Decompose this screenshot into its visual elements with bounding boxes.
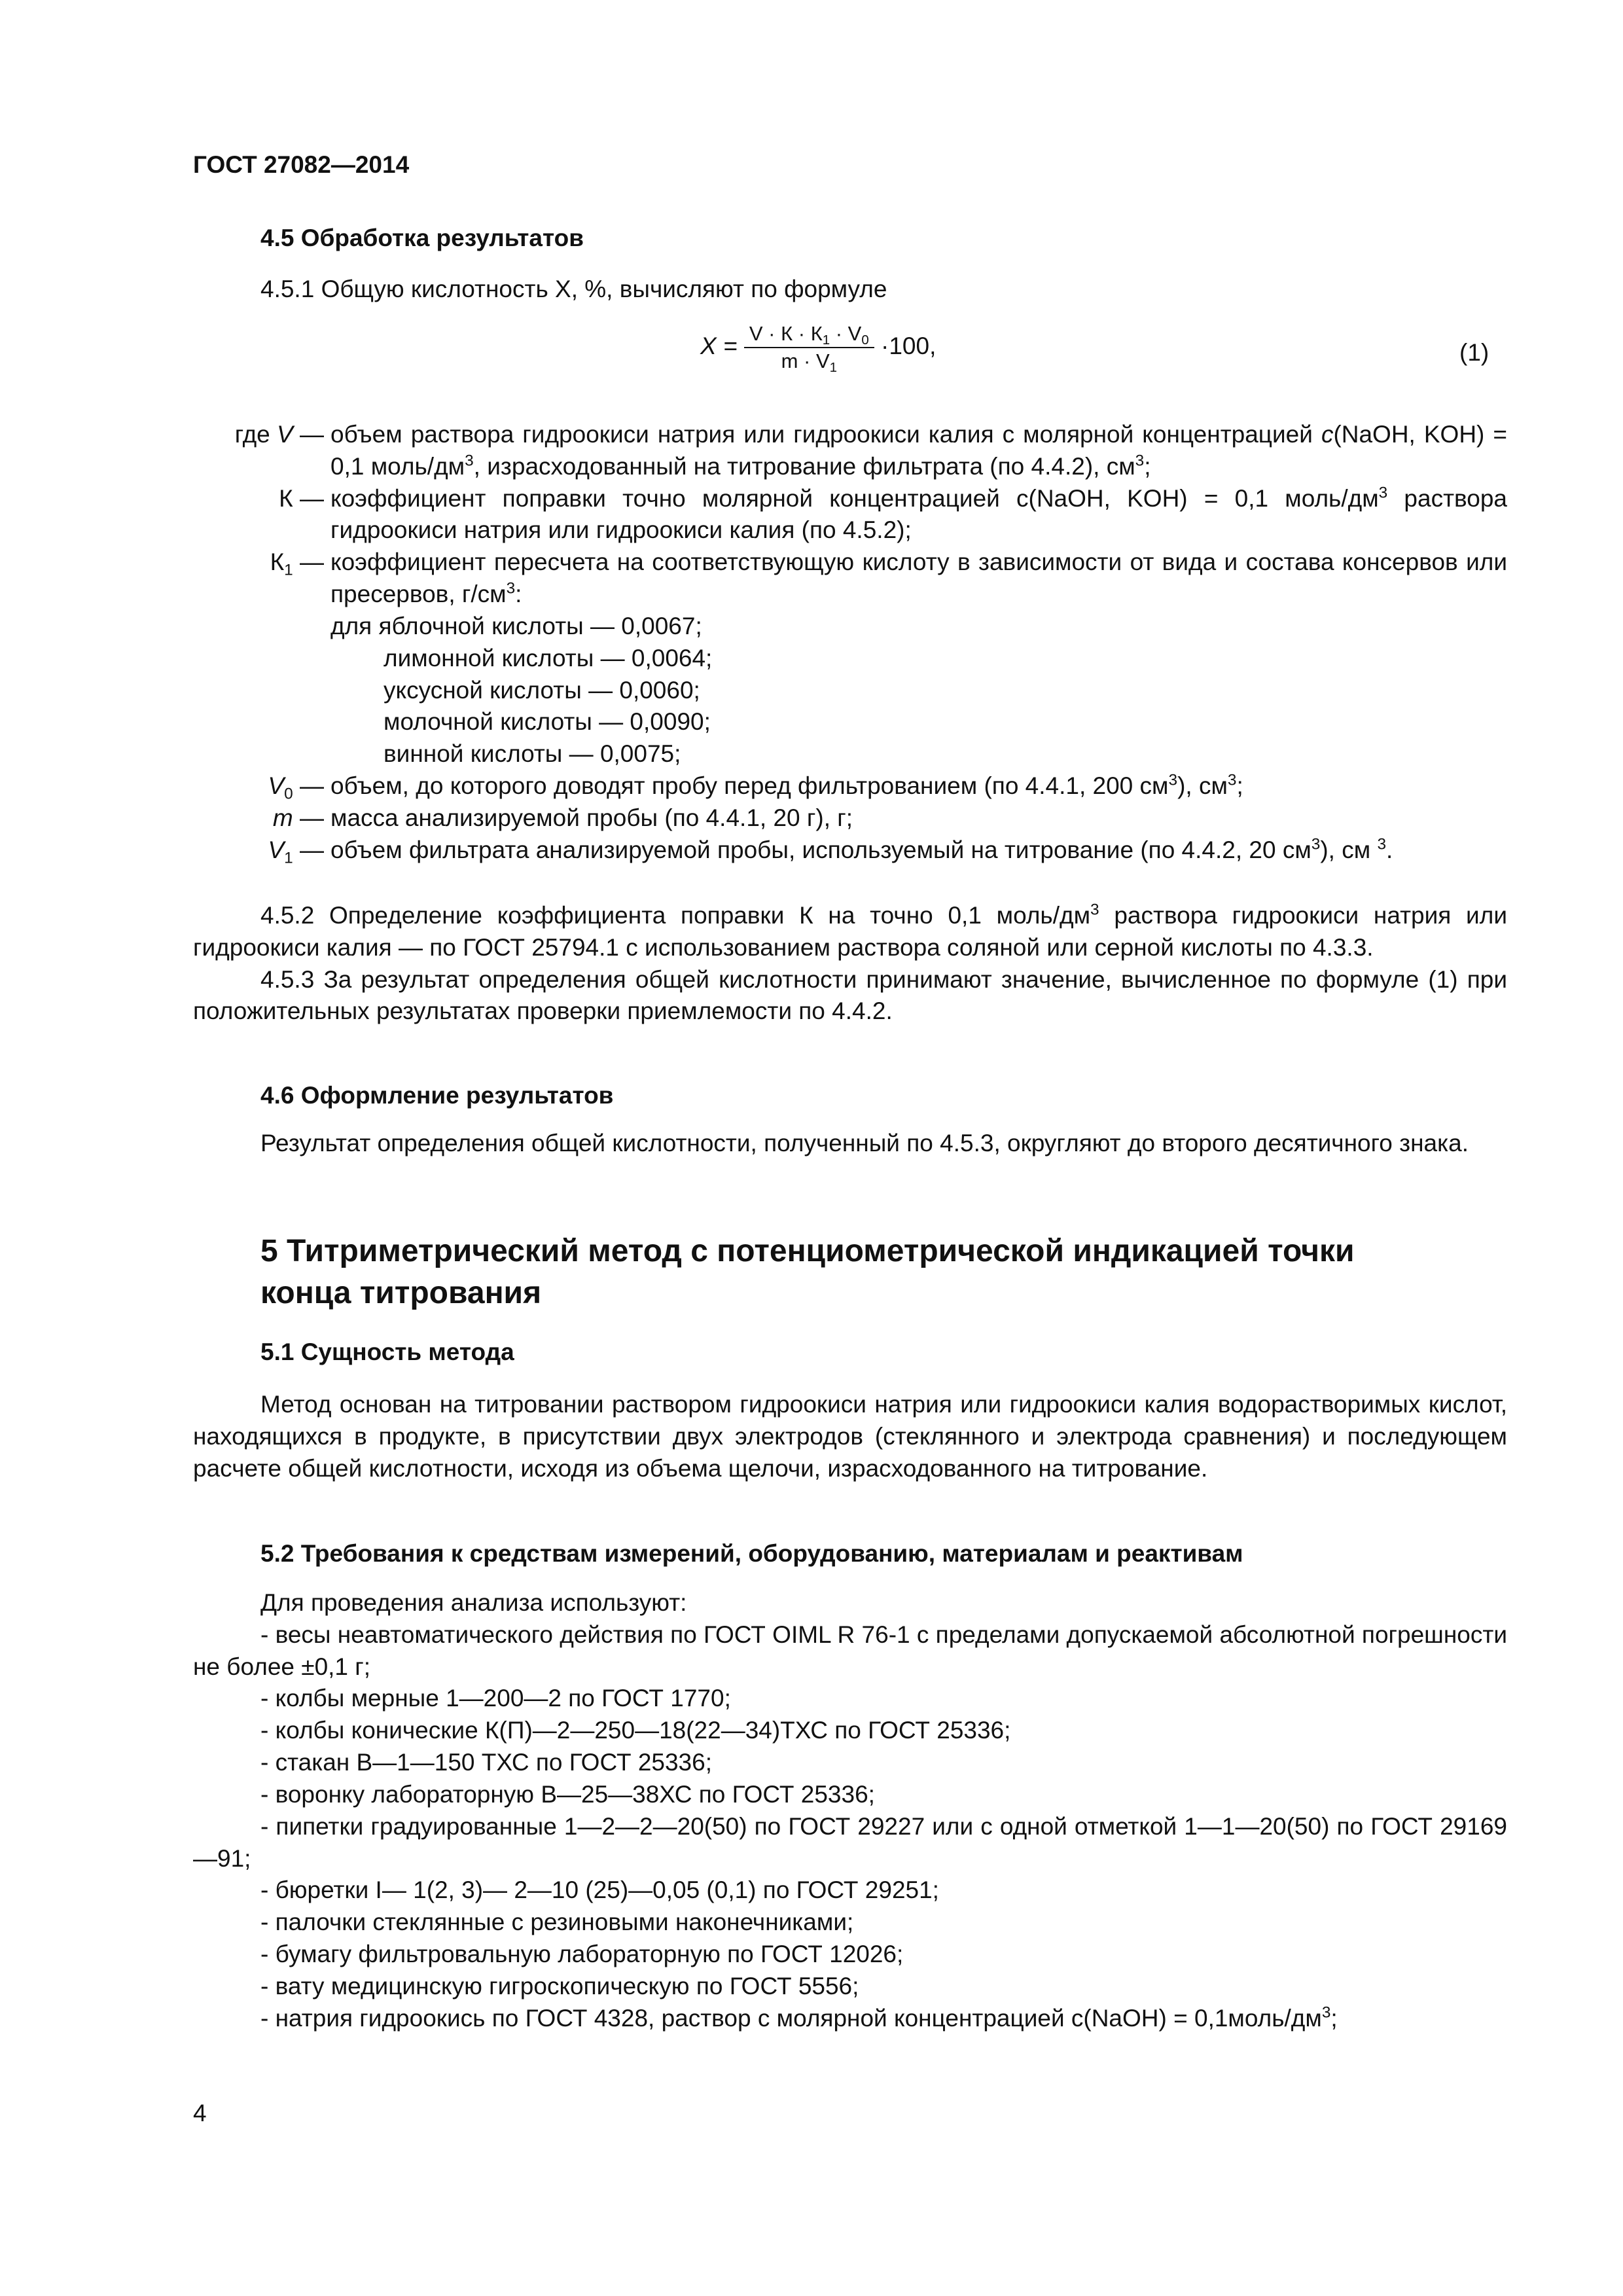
formula-denominator: $m \cdot V_1$ bbox=[781, 350, 838, 376]
paragraph-5-1: Метод основан на титровании раствором гидроокиси натрия или гидроокиси калия водорастворимых кислот, находящихся в продукте, в присутствии двух электродов (стеклянного и электрода сравнения) и последующем расчете общей кислотности, исходя из объема щелочи, израсходованного на титрование. bbox=[193, 1391, 1507, 1482]
section-4-5-heading: 4.5 Обработка результатов bbox=[260, 224, 584, 251]
formula-1 bbox=[700, 321, 936, 375]
paragraph-4-6: Результат определения общей кислотности, полученный по 4.5.3, округляют до второго десятичного знака. bbox=[260, 1130, 1469, 1157]
acid-item: винной кислоты — 0,0075; bbox=[383, 740, 681, 768]
definition-V0: $V_0$ — объем, до которого доводят пробу перед фильтрованием (по 4.4.1, 200 $см^3$), $см^3$; bbox=[268, 771, 1243, 803]
paragraph-4-5-3: 4.5.3 За результат определения общей кислотности принимают значение, вычисленное по формуле (1) при положительных результатах проверки приемлемости по 4.4.2. bbox=[193, 965, 1507, 1025]
symbol-m: m bbox=[272, 804, 293, 831]
equipment-list bbox=[193, 1587, 1507, 2035]
acids-list bbox=[193, 611, 1507, 770]
section-5-heading: 5 Титриметрический метод с потенциометрической индикацией точки конца титрования bbox=[260, 1234, 1355, 1310]
formula-fraction bbox=[744, 321, 874, 375]
acid-item: молочной кислоты — 0,0090; bbox=[383, 708, 711, 736]
list-item: - бумагу фильтровальную лабораторную по ГОСТ 12026; bbox=[260, 1941, 904, 1968]
page-number: 4 bbox=[193, 2100, 207, 2126]
section-4-6-heading: 4.6 Оформление результатов bbox=[260, 1082, 614, 1109]
symbol-V: V bbox=[277, 421, 293, 448]
list-item: - весы неавтоматического действия по ГОСТ OIML R 76-1 с пределами допускаемой абсолютной погрешности не более ±0,1 г; bbox=[193, 1621, 1507, 1680]
formula-numerator: $V \cdot К \cdot К_1 \cdot V_0$ bbox=[744, 321, 874, 348]
where-word: где bbox=[234, 421, 270, 448]
acid-item: уксусной кислоты — 0,0060; bbox=[383, 676, 700, 704]
list-intro: Для проведения анализа используют: bbox=[260, 1589, 687, 1616]
list-item: - пипетки градуированные 1—2—2—20(50) по ГОСТ 29227 или с одной отметкой 1—1—20(50) по ГОСТ 29169—91; bbox=[193, 1812, 1507, 1872]
definition-V: где V — объем раствора гидроокиси натрия или гидроокиси калия с молярной концентрацией c(NaOH, KOH) = 0,1 моль/$дм^3$, израсходованный на титрование фильтрата (по 4.4.2), $см^3$; bbox=[234, 421, 1507, 480]
list-item: - палочки стеклянные с резиновыми наконечниками; bbox=[260, 1909, 854, 1936]
symbol-V1: V bbox=[268, 836, 285, 863]
list-item: - бюретки I— 1(2, 3)— 2—10 (25)—0,05 (0,1) по ГОСТ 29251; bbox=[260, 1876, 939, 1904]
list-item: - колбы мерные 1—200—2 по ГОСТ 1770; bbox=[260, 1685, 731, 1712]
paragraph-4-5-2: 4.5.2 Определение коэффициента поправки К на точно 0,1 моль/$дм^3$ раствора гидроокиси натрия или гидроокиси калия — по ГОСТ 25794.1 с использованием раствора соляной или серной кислоты по 4.3.3. bbox=[193, 901, 1507, 961]
paragraph-4-5-1: 4.5.1 Общую кислотность X, %, вычисляют по формуле bbox=[260, 276, 887, 302]
definition-K1: $К_1$ — коэффициент пересчета на соответствующую кислоту в зависимости от вида и состава консервов или пресервов, $г/см^3$: bbox=[270, 548, 1507, 608]
doc-header-code: ГОСТ 27082—2014 bbox=[193, 151, 410, 178]
symbol-V0: V bbox=[268, 772, 285, 800]
formula-tail: ·100, bbox=[881, 332, 936, 360]
definition-K: К — коэффициент поправки точно молярной концентрацией c(NaOH, KOH) = 0,1 моль/$дм^3$ раствора гидроокиси натрия или гидроокиси калия (по 4.5.2); bbox=[279, 484, 1507, 544]
definition-m: m — масса анализируемой пробы (по 4.4.1, 20 г), г; bbox=[272, 804, 853, 831]
formula-number: (1) bbox=[1459, 339, 1489, 366]
symbol-K: К bbox=[279, 484, 293, 512]
list-item: - воронку лабораторную В—25—38ХС по ГОСТ 25336; bbox=[260, 1780, 875, 1808]
list-item: - вату медицинскую гигроскопическую по ГОСТ 5556; bbox=[260, 1972, 859, 2000]
section-5-2-heading: 5.2 Требования к средствам измерений, оборудованию, материалам и реактивам bbox=[260, 1540, 1243, 1567]
section-4-6-body bbox=[193, 1128, 1507, 1160]
list-item: - стакан В—1—150 ТХС по ГОСТ 25336; bbox=[260, 1749, 712, 1776]
section-5-1-heading: 5.1 Сущность метода bbox=[260, 1338, 514, 1365]
list-item: - колбы конические К(П)—2—250—18(22—34)ТХС по ГОСТ 25336; bbox=[260, 1717, 1011, 1744]
paragraphs-4-5-2-4-5-3 bbox=[193, 900, 1507, 1028]
symbol-K1: К bbox=[270, 548, 285, 576]
formula-lhs: X = bbox=[700, 332, 738, 360]
section-5-1-body bbox=[193, 1389, 1507, 1484]
acid-item: лимонной кислоты — 0,0064; bbox=[383, 644, 713, 672]
acid-item: для яблочной кислоты — 0,0067; bbox=[330, 612, 702, 639]
definition-V1: $V_1$ — объем фильтрата анализируемой пробы, используемый на титрование (по 4.4.2, 20 $см^3$), см $^3$. bbox=[268, 835, 1393, 867]
definition-list bbox=[193, 419, 1507, 867]
list-item-last: - натрия гидроокись по ГОСТ 4328, раствор с молярной концентрацией c(NaOH) = $0,1моль/дм^3$; bbox=[260, 2003, 1338, 2032]
